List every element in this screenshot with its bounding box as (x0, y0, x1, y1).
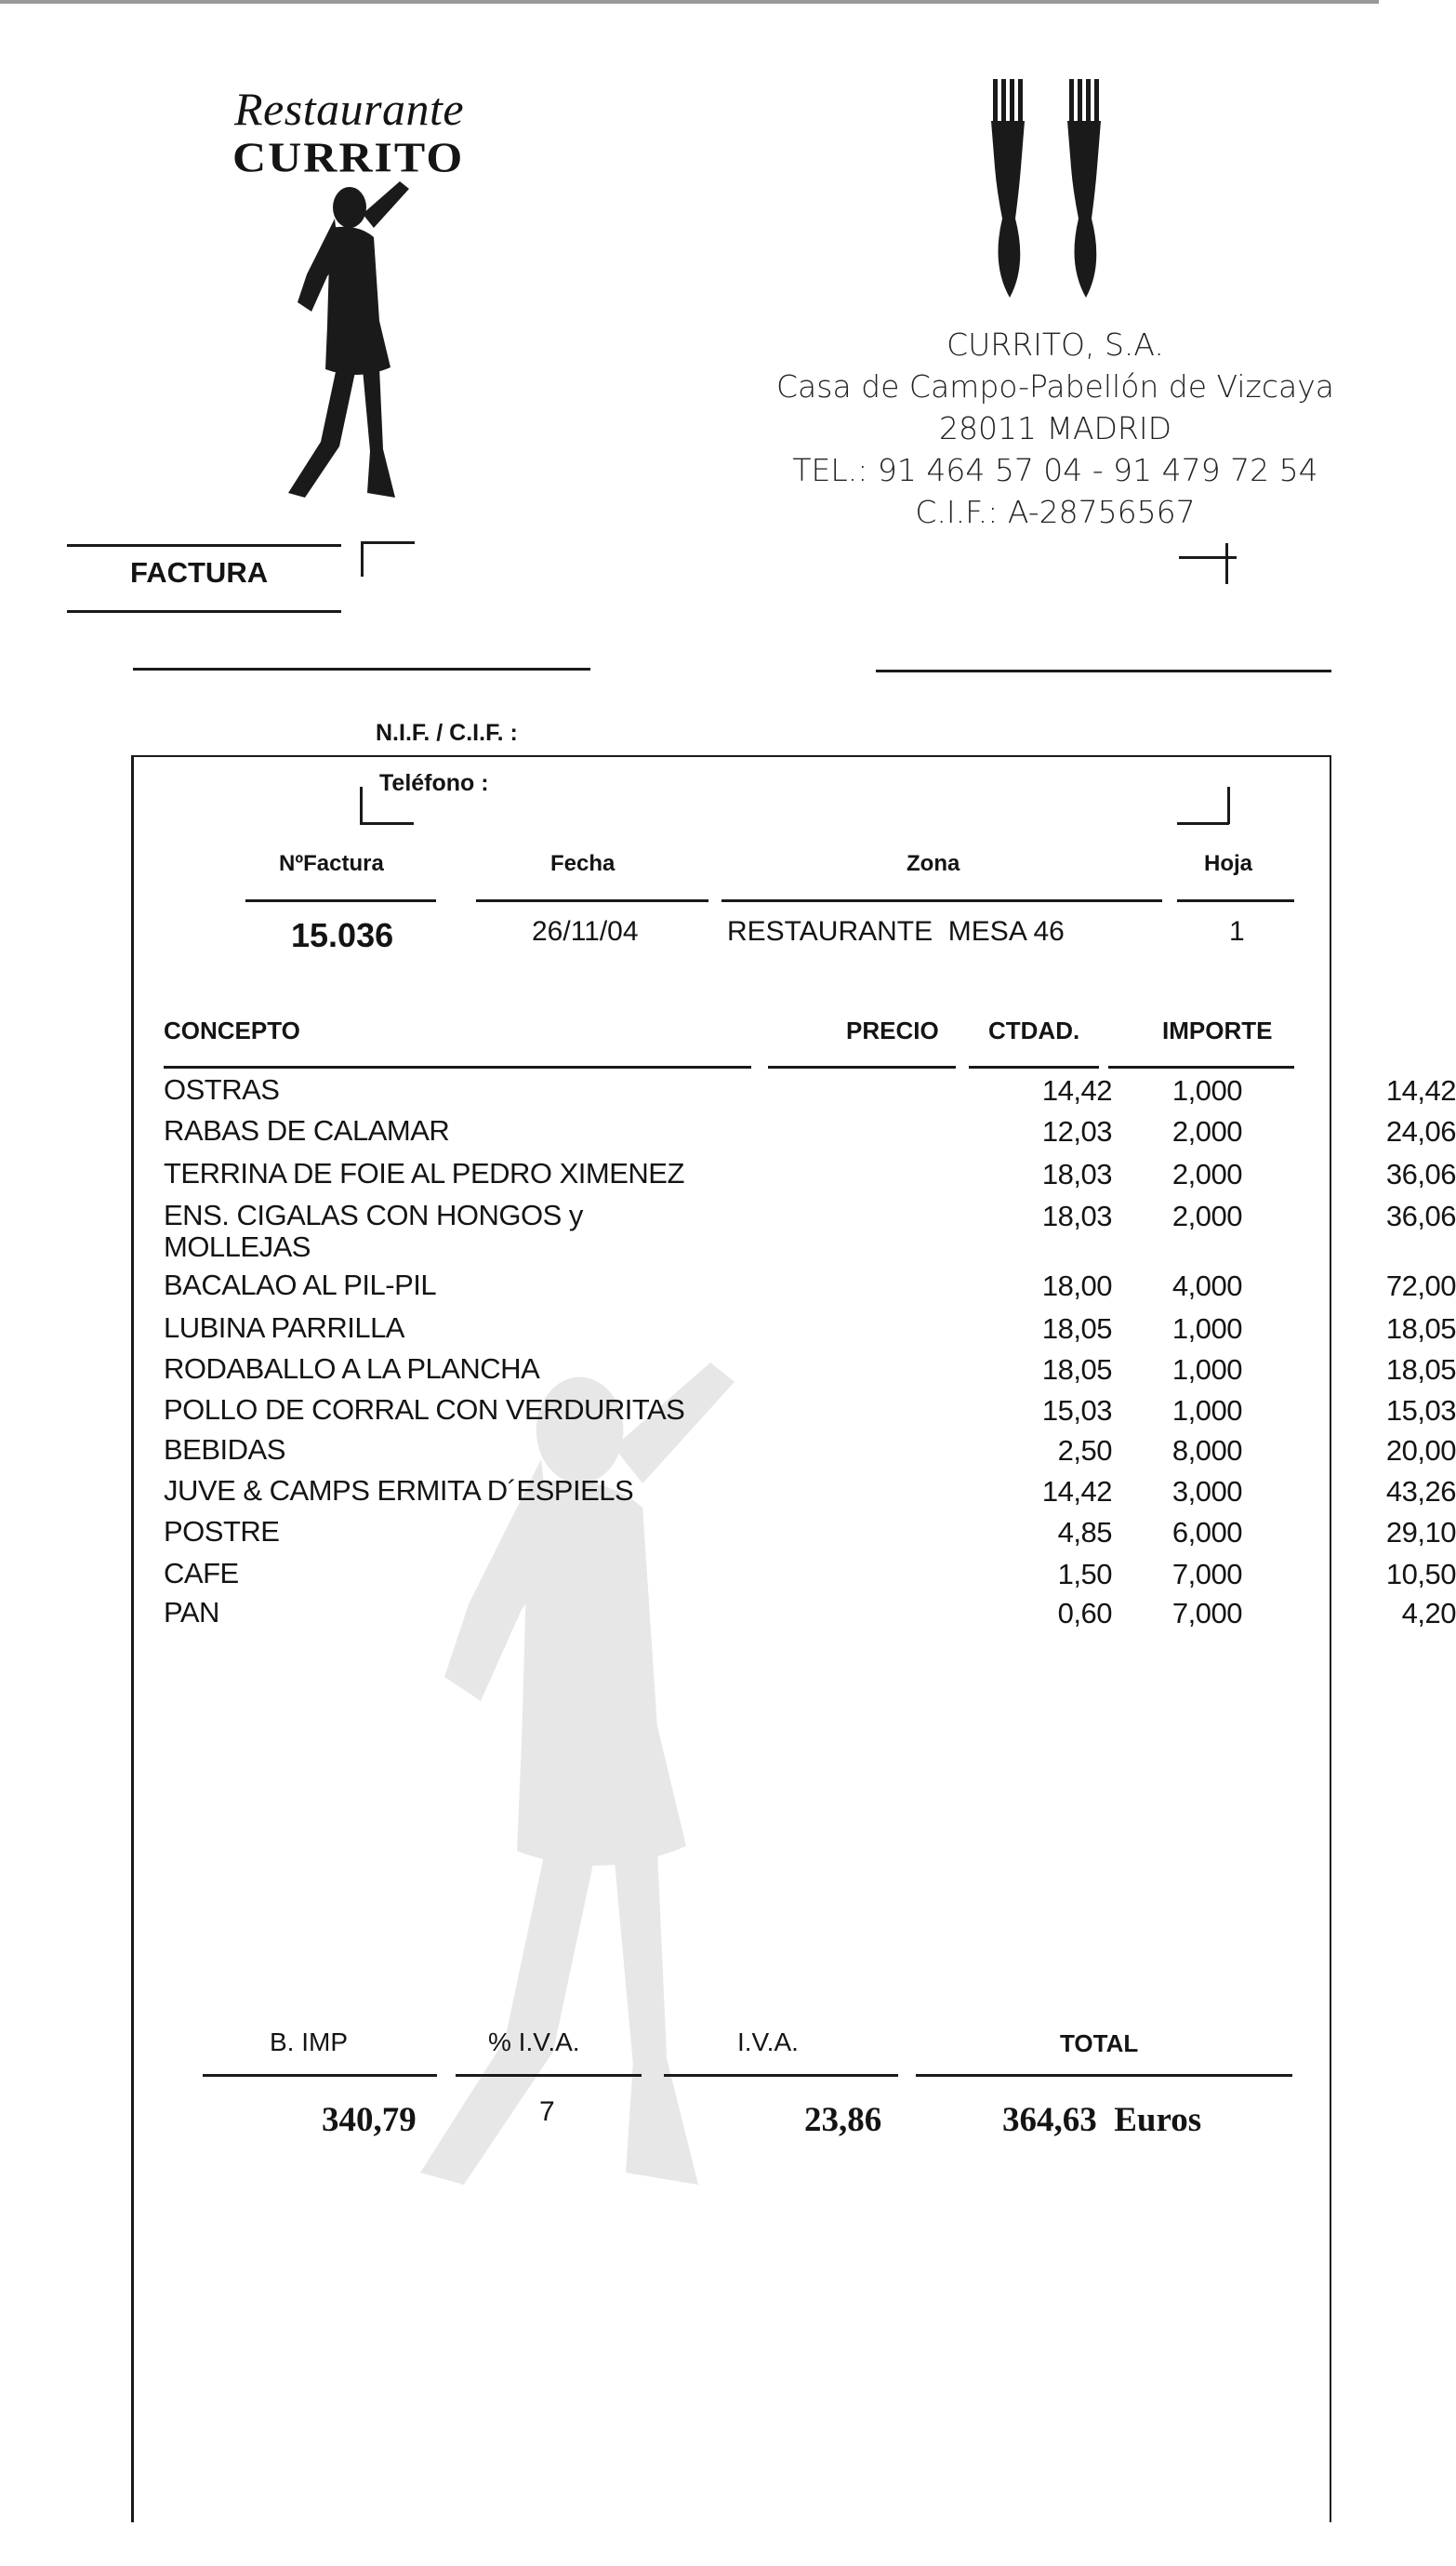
item-precio: 2,50 (1057, 1434, 1112, 1467)
top-edge-line (0, 0, 1379, 4)
tot-rule-b-imp (203, 2074, 437, 2077)
col-rule-importe (1108, 1066, 1294, 1069)
corner-mark-bottom-right-v (1227, 787, 1230, 824)
corner-mark-bottom-right-h (1177, 822, 1229, 825)
col-rule-ctdad (969, 1066, 1099, 1069)
item-importe: 15,03 (1385, 1394, 1456, 1427)
item-importe: 20,00 (1385, 1434, 1456, 1467)
col-rule-concepto (164, 1066, 751, 1069)
item-concepto: POLLO DE CORRAL CON VERDURITAS (164, 1393, 685, 1426)
precio-header: PRECIO (846, 1017, 939, 1044)
item-concepto: JUVE & CAMPS ERMITA D´ESPIELS (164, 1474, 634, 1507)
zona-value: RESTAURANTE MESA 46 (727, 916, 1065, 947)
item-precio: 18,03 (1041, 1200, 1112, 1232)
fecha-header: Fecha (550, 851, 615, 876)
factura-title: FACTURA (130, 556, 269, 589)
item-concepto: POSTRE (164, 1515, 280, 1548)
item-importe: 36,06 (1385, 1158, 1456, 1190)
pct-iva-value: 7 (539, 2096, 555, 2127)
hoja-value: 1 (1229, 916, 1245, 947)
item-importe: 10,50 (1385, 1558, 1456, 1590)
item-concepto: CAFE (164, 1557, 239, 1589)
item-concepto: ENS. CIGALAS CON HONGOS y MOLLEJAS (164, 1199, 583, 1263)
item-concepto: LUBINA PARRILLA (164, 1311, 404, 1344)
item-concepto: PAN (164, 1596, 219, 1629)
item-precio: 14,42 (1041, 1475, 1112, 1508)
waitress-logo-icon (270, 172, 456, 516)
logo-currito-text: CURRITO (232, 133, 465, 181)
company-address: Casa de Campo-Pabellón de Vizcaya (776, 368, 1334, 405)
item-ctdad: 2,000 (1171, 1115, 1242, 1148)
company-name: CURRITO, S.A. (946, 326, 1164, 363)
item-concepto: RODABALLO A LA PLANCHA (164, 1352, 540, 1385)
b-imp-label: B. IMP (270, 2028, 349, 2056)
item-ctdad: 2,000 (1171, 1158, 1242, 1190)
box-right (1330, 755, 1331, 2522)
item-precio: 18,00 (1041, 1270, 1112, 1302)
factura-bottom-rule (67, 610, 341, 613)
item-ctdad: 1,000 (1171, 1312, 1242, 1345)
item-concepto: BACALAO AL PIL-PIL (164, 1269, 437, 1301)
iva-label: I.V.A. (737, 2028, 799, 2056)
iva-value: 23,86 (804, 2101, 882, 2139)
concepto-header: CONCEPTO (164, 1017, 300, 1044)
address-line-left (133, 668, 590, 671)
item-importe: 14,42 (1385, 1074, 1456, 1107)
ctdad-header: CTDAD. (988, 1017, 1080, 1044)
item-ctdad: 4,000 (1171, 1270, 1242, 1302)
item-ctdad: 1,000 (1171, 1074, 1242, 1107)
corner-mark-top-left-v (361, 541, 364, 577)
item-precio: 18,03 (1041, 1158, 1112, 1190)
item-ctdad: 7,000 (1171, 1558, 1242, 1590)
item-row (164, 1199, 1456, 1269)
item-precio: 14,42 (1041, 1074, 1112, 1107)
item-precio: 4,85 (1057, 1516, 1112, 1549)
box-top (132, 755, 1331, 757)
pct-iva-label: % I.V.A. (488, 2028, 580, 2056)
b-imp-value: 340,79 (322, 2101, 417, 2139)
item-concepto: TERRINA DE FOIE AL PEDRO XIMENEZ (164, 1157, 684, 1190)
box-left (131, 755, 134, 2522)
item-ctdad: 1,000 (1171, 1353, 1242, 1386)
tot-rule-iva (664, 2074, 898, 2077)
item-precio: 12,03 (1041, 1115, 1112, 1148)
item-ctdad: 2,000 (1171, 1200, 1242, 1232)
company-info (762, 324, 1348, 533)
item-precio: 18,05 (1041, 1353, 1112, 1386)
logo-restaurante-text: Restaurante (234, 83, 465, 135)
hoja-header: Hoja (1204, 851, 1253, 876)
item-importe: 72,00 (1385, 1270, 1456, 1302)
item-importe: 4,20 (1401, 1597, 1456, 1629)
header-rule-hoja (1177, 899, 1294, 902)
item-row (164, 1114, 1456, 1156)
address-line-right (876, 670, 1331, 672)
numero-factura-value: 15.036 (291, 916, 394, 954)
item-ctdad: 1,000 (1171, 1394, 1242, 1427)
nif-label: N.I.F. / C.I.F. : (376, 720, 518, 746)
col-rule-precio (768, 1066, 956, 1069)
tot-rule-total (916, 2074, 1292, 2077)
header-rule-zona (721, 899, 1162, 902)
item-importe: 29,10 (1385, 1516, 1456, 1549)
header-rule-fecha (476, 899, 708, 902)
item-importe: 18,05 (1385, 1353, 1456, 1386)
item-importe: 24,06 (1385, 1115, 1456, 1148)
item-concepto: OSTRAS (164, 1073, 280, 1106)
total-label: TOTAL (1060, 2029, 1139, 2057)
item-importe: 18,05 (1385, 1312, 1456, 1345)
zona-header: Zona (907, 851, 960, 876)
factura-top-rule (67, 544, 341, 547)
item-row (164, 1073, 1456, 1115)
item-importe: 43,26 (1385, 1475, 1456, 1508)
item-precio: 15,03 (1041, 1394, 1112, 1427)
item-ctdad: 3,000 (1171, 1475, 1242, 1508)
fecha-value: 26/11/04 (532, 916, 639, 947)
company-phones: TEL.: 91 464 57 04 - 91 479 72 54 (792, 452, 1318, 488)
tot-rule-pct-iva (456, 2074, 642, 2077)
item-concepto: BEBIDAS (164, 1433, 285, 1466)
header-rule-numero (245, 899, 436, 902)
corner-mark-top-left-h (361, 541, 415, 544)
company-city: 28011 MADRID (939, 410, 1171, 446)
numero-factura-header: NºFactura (279, 851, 384, 876)
telefono-label: Teléfono : (379, 770, 489, 796)
item-precio: 18,05 (1041, 1312, 1112, 1345)
item-precio: 1,50 (1057, 1558, 1112, 1590)
item-ctdad: 8,000 (1171, 1434, 1242, 1467)
corner-mark-top-right-v (1225, 543, 1228, 584)
importe-header: IMPORTE (1162, 1017, 1273, 1044)
total-value: 364,63 Euros (1002, 2101, 1202, 2139)
forks-logo-icon (976, 79, 1106, 302)
waitress-watermark-icon (372, 1283, 855, 2288)
item-precio: 0,60 (1057, 1597, 1112, 1629)
company-cif: C.I.F.: A-28756567 (915, 494, 1196, 530)
item-row (164, 1157, 1456, 1199)
item-concepto: RABAS DE CALAMAR (164, 1114, 450, 1147)
corner-mark-bottom-left-v (360, 787, 363, 824)
item-importe: 36,06 (1385, 1200, 1456, 1232)
item-ctdad: 6,000 (1171, 1516, 1242, 1549)
item-ctdad: 7,000 (1171, 1597, 1242, 1629)
corner-mark-bottom-left-h (360, 822, 414, 825)
